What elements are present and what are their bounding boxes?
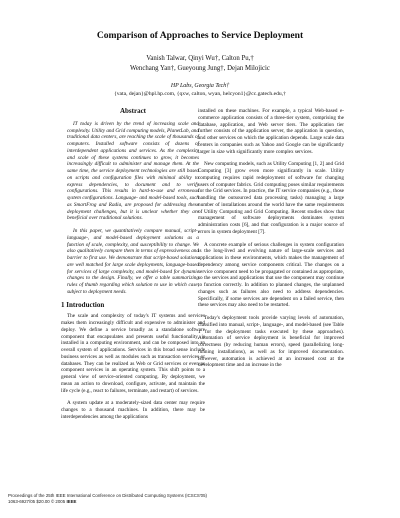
intro-paragraph-1: The scale and complexity of today's IT systems and services makes them increasingly difficult and expensive to administer and deploy. We define a service broadly as a standalone software component that encapsulates and presents useful functionality, is installed in a computing environment, and can be composed into an overall system of applications. Services in this broad sense include business services as well as modules such as transaction services or databases. They can be realized as Web or Grid services or even as component services in an operating system. This shift points to a general view of service-oriented computing. By deployment, we mean an action to download, configure, activate, and maintain the life cycle (e.g., react to failures, terminate, and restart) of services. xyxy=(61,313,205,394)
abstract-section xyxy=(61,108,205,296)
footer-price: 1063-6927/05 $20.00 © 2005 xyxy=(8,498,66,504)
introduction-heading: 1 Introduction xyxy=(61,300,105,309)
affiliation: HP Labs, Georgia Tech† xyxy=(170,83,230,89)
paper-title: Comparison of Approaches to Service Deployment xyxy=(96,30,304,41)
proceedings-footer xyxy=(8,493,207,505)
right-column xyxy=(198,108,344,375)
author-list xyxy=(0,54,400,73)
author-emails: {vata, dejan}@hpl.hp.com, {qxw, calton, wyan, helcyon1}@cc.gatech.edu,† xyxy=(114,91,286,97)
body-paragraph-1: installed on these machines. For example, a typical Web-based e-commerce application consists of a three-tier system, comprising the database, application, and Web server tiers. The application tier further consists of the application server, the application in question, and other services on which the application depends. Large scale data centers in companies such as Yahoo and Google can be significantly larger in size with significantly more complex services. xyxy=(198,108,344,155)
body-paragraph-4: Today's deployment tools provide varying levels of automation, classified into manual, script-, language-, and model-based (see Table 1 for the deployment tasks executed by these approaches). Automation of service deployment is beneficial for improved correctness (by reducing human errors), speed (parallelizing long-running installations), as well as for improved documentation. However, automation is achieved at an increased cost at the development time and an increase in the xyxy=(198,315,344,369)
footer-conference: Proceedings of the 25th IEEE International Conference on Distributed Computing Systems (ICSCS'05) xyxy=(8,493,208,498)
body-paragraph-3: A concrete example of serious challenges in system configuration is the long-lived and evolving nature of large-scale services and applications in these environments, which makes the management of dependency among service components critical. The changes on a service component need to be propagated or contained as appropriate, so the services and applications that use the component may continue to function correctly. In addition to planned changes, the unplanned changes such as failures also need to address dependencies. Specifically, if some services are dependent on a failed service, then these services may also need to be restarted. xyxy=(198,241,344,309)
footer-copyright xyxy=(8,499,207,505)
body-paragraph-2: New computing models, such as Utility Computing [1, 2] and Grid Computing [3] grow even more significantly in scale. Utility computing requires rapid redeployment of software for changing users of computer fabrics. Grid computing poses similar requirements for the Grid services. In practice, the IT service companies (e.g., those handling the outsourced data processing tasks) managing a large number of installations around the world have the same requirements of Utility Computing and Grid Computing. Recent studies show that management of software deployments dominates system administration costs [6], and that configuration is a major source of errors in system deployment [7]. xyxy=(198,161,344,235)
ieee-logo-text: IEEE xyxy=(66,498,77,504)
abstract-paragraph-2: In this paper, we quantitatively compare manual, script-, language-, and model-based deployment solutions as a function of scale, complexity, and susceptibility to change. We also qualitatively compare them in terms of expressiveness and barrier to first use. We demonstrate that script-based solutions are well matched for large scale deployments, language-based for services of large complexity, and model-based for dynamic changes to the design. Finally, we offer a table summarizing rules of thumb regarding which solution to use in which case, subject to deployment needs. xyxy=(67,228,199,295)
intro-paragraph-2: A system update at a moderately-sized data center may require changes to a thousand machines. In addition, there may be interdependencies among the applications xyxy=(61,400,205,420)
abstract-heading: Abstract xyxy=(119,107,147,115)
authors-line-1: Vanish Talwar, Qinyi Wu†, Calton Pu,† xyxy=(146,55,254,62)
authors-line-2: Wenchang Yan†, Gueyoung Jung†, Dejan Milojicic xyxy=(130,64,270,72)
left-column xyxy=(61,108,205,427)
abstract-paragraph-1: IT today is driven by the trend of increasing scale and complexity. Utility and Grid computing models, PlanetLab, and traditional data centers, are reaching the scale of thousands of computers. Installed software consists of dozens of interdependent applications and services. As the complexity and scale of these systems continues to grow, it becomes increasingly difficult to administer and manage them. At the same time, the service deployment technologies are still based on scripts and configuration files with minimal ability to express dependencies, to document and to verify configurations. This results in hard-to-use and erroneous system configurations. Language- and model-based tools, such as SmartFrog and Radia, are proposed for addressing these deployment challenges, but it is unclear whether they are beneficial over traditional solutions. xyxy=(67,120,199,222)
